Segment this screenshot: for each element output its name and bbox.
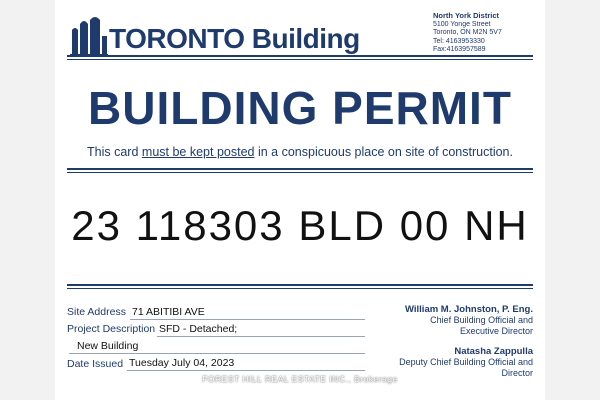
official-name: William M. Johnston, P. Eng. bbox=[405, 304, 533, 315]
district-street: 5100 Yonge Street bbox=[433, 20, 491, 28]
project-description-value-cont: New Building bbox=[77, 340, 139, 352]
permit-number: 23 118303 BLD 00 NH bbox=[71, 202, 529, 249]
site-address-label: Site Address bbox=[67, 306, 126, 318]
chief-building-official bbox=[363, 304, 533, 337]
divider bbox=[67, 284, 533, 286]
official-name: Natasha Zappulla bbox=[454, 346, 533, 357]
divider bbox=[67, 59, 533, 60]
district-address bbox=[433, 12, 538, 55]
logo-wordmark: TORONTO Building bbox=[109, 23, 360, 54]
page-title: BUILDING PERMIT bbox=[88, 82, 512, 134]
field-underline bbox=[69, 353, 365, 354]
district-tel: Tel: 4163953330 bbox=[433, 37, 485, 45]
district-name: North York District bbox=[433, 11, 499, 20]
toronto-building-logo bbox=[69, 12, 360, 58]
official-title: Director bbox=[501, 368, 533, 378]
field-underline bbox=[130, 319, 365, 320]
brokerage-watermark: FOREST HILL REAL ESTATE INC., Brokerage bbox=[202, 374, 398, 384]
field-underline bbox=[127, 370, 365, 371]
official-title: Deputy Chief Building Official and bbox=[399, 357, 533, 367]
divider bbox=[67, 55, 533, 57]
notice-text: in a conspicuous place on site of construction. bbox=[254, 145, 513, 159]
project-description-label: Project Description bbox=[67, 323, 156, 335]
date-issued-value: Tuesday July 04, 2023 bbox=[129, 357, 235, 369]
field-underline bbox=[157, 336, 365, 337]
date-issued-label: Date Issued bbox=[67, 358, 124, 370]
divider bbox=[67, 168, 533, 170]
notice-emphasis: must be kept posted bbox=[141, 145, 255, 159]
divider bbox=[67, 288, 533, 289]
city-hall-icon bbox=[69, 16, 109, 56]
divider bbox=[67, 172, 533, 173]
notice-text: This card bbox=[87, 145, 142, 159]
district-fax: Fax:4163957589 bbox=[433, 46, 486, 54]
permit-card bbox=[55, 0, 545, 400]
project-description-value: SFD - Detached; bbox=[159, 323, 238, 335]
site-address-value: 71 ABITIBI AVE bbox=[132, 306, 205, 318]
posting-notice bbox=[55, 145, 545, 159]
district-city: Toronto, ON M2N 5V7 bbox=[433, 29, 502, 37]
official-title: Chief Building Official and bbox=[430, 315, 533, 325]
official-title: Executive Director bbox=[459, 326, 533, 336]
